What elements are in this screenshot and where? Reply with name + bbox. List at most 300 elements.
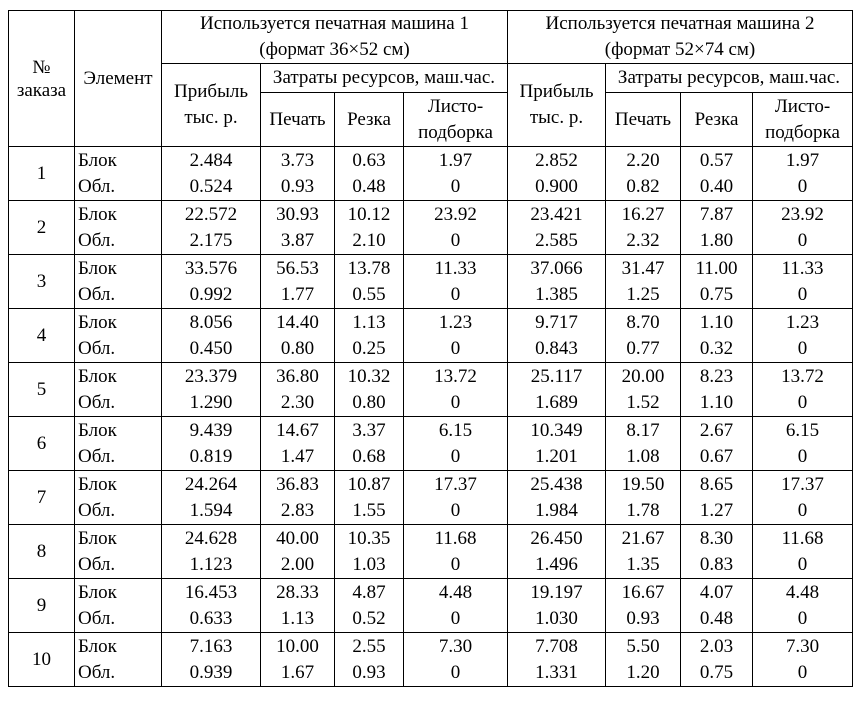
m2-cut-cell — [681, 471, 753, 525]
m2-profit-cover-value: 1.030 — [535, 607, 578, 629]
m2-collate-cell — [753, 633, 853, 687]
m2-profit-cell — [508, 525, 606, 579]
m1-profit-block-value: 16.453 — [184, 581, 238, 603]
m2-collate-cell — [753, 579, 853, 633]
m2-collate-block-value: 1.97 — [785, 149, 820, 171]
m2-collate-cover-value: 0 — [797, 607, 808, 629]
m1-profit-cover-value: 0.992 — [189, 283, 233, 305]
header-machine-2 — [508, 11, 853, 64]
element-cell — [75, 147, 162, 201]
element-block-label: Блок — [78, 419, 117, 441]
m1-print-cover-value: 2.30 — [280, 391, 315, 413]
element-cell — [75, 471, 162, 525]
m1-collate-block-value: 1.97 — [438, 149, 473, 171]
m1-profit-cover-value: 0.633 — [189, 607, 233, 629]
m2-collate-cell — [753, 417, 853, 471]
m2-profit-cell — [508, 417, 606, 471]
header-machine-1 — [162, 11, 508, 64]
m1-collate-block-value: 11.68 — [434, 527, 477, 549]
m1-print-cover-value: 1.77 — [280, 283, 315, 305]
order-number-cell: 2 — [9, 201, 75, 255]
m2-cut-cell — [681, 525, 753, 579]
header-profit-m1-line2: тыс. р. — [184, 107, 238, 128]
m1-collate-cover-value: 0 — [450, 175, 461, 197]
header-collate-m2-line1: Листо- — [774, 95, 831, 117]
m1-print-block-value: 14.40 — [276, 311, 319, 333]
m1-print-cover-value: 1.47 — [280, 445, 315, 467]
m2-print-cell — [606, 471, 681, 525]
m1-print-cell — [261, 579, 335, 633]
header-profit-m1-line1: Прибыль — [174, 81, 248, 102]
m2-collate-cell — [753, 363, 853, 417]
m2-profit-cover-value: 1.689 — [535, 391, 578, 413]
header-machine-2-format: (формат 52×74 см) — [604, 39, 756, 60]
m1-cut-block-value: 3.37 — [352, 419, 386, 441]
element-cover-label: Обл. — [78, 499, 116, 521]
element-cover-label: Обл. — [78, 391, 116, 413]
table-row — [9, 525, 853, 579]
order-number-cell: 9 — [9, 579, 75, 633]
table-row — [9, 363, 853, 417]
m1-collate-block-value: 17.37 — [434, 473, 477, 495]
m1-profit-cell — [162, 633, 261, 687]
m2-collate-cover-value: 0 — [797, 391, 808, 413]
m2-collate-cover-value: 0 — [797, 661, 808, 683]
m1-cut-cover-value: 0.25 — [352, 337, 386, 359]
table-row — [9, 579, 853, 633]
m1-collate-cover-value: 0 — [450, 661, 461, 683]
element-block-label: Блок — [78, 311, 117, 333]
m2-cut-cover-value: 0.48 — [699, 607, 734, 629]
m2-profit-cover-value: 1.496 — [535, 553, 578, 575]
m2-collate-cell — [753, 201, 853, 255]
m2-cut-cell — [681, 255, 753, 309]
m1-cut-block-value: 4.87 — [352, 581, 386, 603]
print-orders-table — [8, 10, 853, 687]
element-cell — [75, 255, 162, 309]
m1-print-block-value: 40.00 — [276, 527, 319, 549]
m2-profit-cell — [508, 363, 606, 417]
header-machine-1-name: Используется печатная машина 1 — [200, 13, 469, 34]
m2-print-block-value: 2.20 — [626, 149, 660, 171]
m1-collate-block-value: 23.92 — [434, 203, 477, 225]
m2-print-cell — [606, 363, 681, 417]
m2-collate-block-value: 1.23 — [785, 311, 820, 333]
m1-profit-cover-value: 0.939 — [189, 661, 233, 683]
m1-print-cell — [261, 255, 335, 309]
m2-profit-cover-value: 1.984 — [535, 499, 578, 521]
m1-cut-cover-value: 0.80 — [352, 391, 386, 413]
m1-cut-block-value: 13.78 — [347, 257, 391, 279]
order-number-cell: 4 — [9, 309, 75, 363]
m1-cut-cover-value: 1.03 — [352, 553, 386, 575]
m1-profit-cell — [162, 471, 261, 525]
m1-print-cell — [261, 147, 335, 201]
m2-print-block-value: 31.47 — [621, 257, 665, 279]
m2-cut-cover-value: 1.10 — [699, 391, 734, 413]
m1-print-cell — [261, 525, 335, 579]
m1-collate-cover-value: 0 — [450, 391, 461, 413]
m2-cut-cell — [681, 201, 753, 255]
m1-collate-cell — [404, 633, 508, 687]
m1-collate-cell — [404, 471, 508, 525]
m1-collate-cell — [404, 525, 508, 579]
m1-collate-cover-value: 0 — [450, 229, 461, 251]
m1-print-cell — [261, 309, 335, 363]
table-row — [9, 309, 853, 363]
m2-cut-cover-value: 0.40 — [699, 175, 734, 197]
m2-collate-cover-value: 0 — [797, 175, 808, 197]
m1-print-block-value: 30.93 — [276, 203, 319, 225]
m2-collate-cover-value: 0 — [797, 283, 808, 305]
m1-profit-block-value: 23.379 — [184, 365, 238, 387]
m2-cut-block-value: 8.65 — [699, 473, 734, 495]
m2-print-cover-value: 0.93 — [626, 607, 660, 629]
header-print-m1: Печать — [261, 93, 335, 147]
element-cell — [75, 201, 162, 255]
m1-profit-block-value: 24.264 — [184, 473, 238, 495]
m2-collate-cover-value: 0 — [797, 229, 808, 251]
header-cut-m2: Резка — [681, 93, 753, 147]
m2-profit-cell — [508, 255, 606, 309]
order-number-cell: 5 — [9, 363, 75, 417]
header-collate-m1-line2: подборка — [418, 121, 493, 143]
m2-profit-cell — [508, 471, 606, 525]
m2-print-cover-value: 2.32 — [626, 229, 660, 251]
m2-profit-cover-value: 1.331 — [535, 661, 578, 683]
element-cell — [75, 579, 162, 633]
m2-print-block-value: 16.27 — [621, 203, 665, 225]
m2-profit-cell — [508, 309, 606, 363]
m2-print-block-value: 19.50 — [621, 473, 665, 495]
m1-profit-cell — [162, 255, 261, 309]
m1-profit-cover-value: 1.594 — [189, 499, 233, 521]
m2-cut-cover-value: 0.75 — [699, 283, 734, 305]
m2-print-cover-value: 1.78 — [626, 499, 660, 521]
m1-collate-cell — [404, 147, 508, 201]
order-number-cell: 10 — [9, 633, 75, 687]
element-cell — [75, 363, 162, 417]
order-number-cell: 1 — [9, 147, 75, 201]
m2-collate-cover-value: 0 — [797, 553, 808, 575]
table-row — [9, 471, 853, 525]
element-block-label: Блок — [78, 365, 117, 387]
m1-print-cell — [261, 363, 335, 417]
table-row — [9, 633, 853, 687]
m1-profit-cover-value: 0.450 — [189, 337, 233, 359]
m1-cut-block-value: 0.63 — [352, 149, 386, 171]
order-number-cell: 3 — [9, 255, 75, 309]
m2-cut-cell — [681, 309, 753, 363]
m2-cut-cell — [681, 633, 753, 687]
element-block-label: Блок — [78, 149, 117, 171]
header-print-m2: Печать — [606, 93, 681, 147]
m1-cut-cell — [335, 417, 404, 471]
m1-collate-cover-value: 0 — [450, 607, 461, 629]
m2-cut-block-value: 2.67 — [699, 419, 734, 441]
m2-profit-block-value: 25.438 — [530, 473, 583, 495]
m1-cut-block-value: 10.32 — [347, 365, 391, 387]
header-collate-m2 — [753, 93, 853, 147]
m2-print-cover-value: 1.20 — [626, 661, 660, 683]
element-block-label: Блок — [78, 473, 117, 495]
m2-cut-cell — [681, 363, 753, 417]
m1-cut-cell — [335, 363, 404, 417]
header-resources-m2: Затраты ресурсов, маш.час. — [606, 64, 853, 93]
element-block-label: Блок — [78, 527, 117, 549]
m1-cut-cover-value: 0.68 — [352, 445, 386, 467]
m1-print-cover-value: 2.00 — [280, 553, 315, 575]
m2-cut-cell — [681, 147, 753, 201]
m1-cut-block-value: 2.55 — [352, 635, 386, 657]
m2-collate-cell — [753, 255, 853, 309]
m1-cut-block-value: 1.13 — [352, 311, 386, 333]
m2-print-cell — [606, 579, 681, 633]
m2-cut-block-value: 0.57 — [699, 149, 734, 171]
m2-print-cover-value: 1.08 — [626, 445, 660, 467]
m1-print-cover-value: 1.13 — [280, 607, 315, 629]
order-number-cell: 7 — [9, 471, 75, 525]
m2-collate-block-value: 4.48 — [785, 581, 820, 603]
m1-print-cover-value: 3.87 — [280, 229, 315, 251]
m1-print-block-value: 56.53 — [276, 257, 319, 279]
m1-collate-block-value: 7.30 — [438, 635, 473, 657]
m2-print-block-value: 21.67 — [621, 527, 665, 549]
header-profit-m2 — [508, 64, 606, 147]
table-row — [9, 255, 853, 309]
m2-collate-block-value: 23.92 — [781, 203, 824, 225]
m1-cut-cell — [335, 255, 404, 309]
m2-print-cover-value: 1.52 — [626, 391, 660, 413]
m1-collate-cover-value: 0 — [450, 337, 461, 359]
header-machine-1-format: (формат 36×52 см) — [259, 39, 410, 60]
m2-print-cell — [606, 309, 681, 363]
m1-cut-cell — [335, 147, 404, 201]
m1-profit-cover-value: 2.175 — [189, 229, 233, 251]
m2-print-block-value: 20.00 — [621, 365, 665, 387]
m1-print-cell — [261, 201, 335, 255]
m1-print-cell — [261, 417, 335, 471]
m1-cut-block-value: 10.12 — [347, 203, 391, 225]
m2-profit-block-value: 9.717 — [535, 311, 578, 333]
m2-profit-cover-value: 1.385 — [535, 283, 578, 305]
m2-profit-block-value: 37.066 — [530, 257, 583, 279]
m1-cut-block-value: 10.35 — [347, 527, 391, 549]
m2-profit-cell — [508, 147, 606, 201]
m1-collate-cover-value: 0 — [450, 445, 461, 467]
m2-profit-cell — [508, 201, 606, 255]
m1-profit-cover-value: 0.524 — [189, 175, 233, 197]
m1-profit-block-value: 22.572 — [184, 203, 238, 225]
m2-profit-block-value: 26.450 — [530, 527, 583, 549]
element-cover-label: Обл. — [78, 283, 116, 305]
m2-collate-cell — [753, 471, 853, 525]
m2-profit-cover-value: 0.843 — [535, 337, 578, 359]
order-number-cell: 8 — [9, 525, 75, 579]
order-number-cell: 6 — [9, 417, 75, 471]
m1-print-block-value: 10.00 — [276, 635, 319, 657]
m2-profit-cover-value: 2.585 — [535, 229, 578, 251]
element-cell — [75, 309, 162, 363]
m1-collate-cell — [404, 309, 508, 363]
m2-cut-block-value: 8.23 — [699, 365, 734, 387]
m1-cut-cover-value: 0.52 — [352, 607, 386, 629]
m1-collate-cover-value: 0 — [450, 499, 461, 521]
m2-profit-cover-value: 0.900 — [535, 175, 578, 197]
header-machine-2-name: Используется печатная машина 2 — [545, 13, 815, 34]
m1-profit-block-value: 33.576 — [184, 257, 238, 279]
m1-print-cover-value: 0.80 — [280, 337, 315, 359]
header-resources-m1: Затраты ресурсов, маш.час. — [261, 64, 508, 93]
m2-cut-block-value: 4.07 — [699, 581, 734, 603]
m1-print-block-value: 36.83 — [276, 473, 319, 495]
element-cover-label: Обл. — [78, 607, 116, 629]
m1-collate-cell — [404, 255, 508, 309]
m1-cut-cover-value: 0.93 — [352, 661, 386, 683]
m2-collate-block-value: 11.33 — [781, 257, 824, 279]
m1-print-block-value: 28.33 — [276, 581, 319, 603]
m1-profit-cell — [162, 309, 261, 363]
m2-collate-block-value: 7.30 — [785, 635, 820, 657]
header-profit-m2-line2: тыс. р. — [529, 107, 584, 128]
header-order-no: № заказа — [9, 11, 75, 147]
m1-collate-cell — [404, 201, 508, 255]
m2-cut-cover-value: 0.75 — [699, 661, 734, 683]
m2-cut-block-value: 11.00 — [695, 257, 738, 279]
m2-print-cover-value: 1.35 — [626, 553, 660, 575]
m1-collate-cell — [404, 579, 508, 633]
header-profit-m2-line1: Прибыль — [519, 81, 594, 102]
element-block-label: Блок — [78, 581, 117, 603]
m1-cut-block-value: 10.87 — [347, 473, 391, 495]
m1-collate-block-value: 6.15 — [438, 419, 473, 441]
element-cover-label: Обл. — [78, 661, 116, 683]
m2-print-block-value: 16.67 — [621, 581, 665, 603]
element-block-label: Блок — [78, 203, 117, 225]
m1-collate-block-value: 4.48 — [438, 581, 473, 603]
element-cell — [75, 417, 162, 471]
m1-cut-cover-value: 2.10 — [352, 229, 386, 251]
header-element: Элемент — [75, 11, 162, 147]
m1-collate-block-value: 11.33 — [434, 257, 477, 279]
m2-profit-block-value: 7.708 — [535, 635, 578, 657]
m1-profit-block-value: 9.439 — [189, 419, 233, 441]
m1-print-cell — [261, 633, 335, 687]
m2-print-block-value: 5.50 — [626, 635, 660, 657]
m2-print-cell — [606, 147, 681, 201]
element-block-label: Блок — [78, 257, 117, 279]
m1-profit-cell — [162, 525, 261, 579]
m1-cut-cell — [335, 201, 404, 255]
m1-profit-cover-value: 0.819 — [189, 445, 233, 467]
m2-collate-cover-value: 0 — [797, 499, 808, 521]
table-body — [9, 147, 853, 687]
m2-print-cell — [606, 633, 681, 687]
header-collate-m1 — [404, 93, 508, 147]
m2-print-block-value: 8.70 — [626, 311, 660, 333]
m1-collate-block-value: 13.72 — [434, 365, 477, 387]
m2-cut-cell — [681, 579, 753, 633]
m1-cut-cell — [335, 471, 404, 525]
m2-collate-cover-value: 0 — [797, 337, 808, 359]
m1-cut-cell — [335, 633, 404, 687]
m2-collate-block-value: 13.72 — [781, 365, 824, 387]
m2-cut-cover-value: 0.67 — [699, 445, 734, 467]
m1-collate-cell — [404, 417, 508, 471]
m2-collate-block-value: 11.68 — [781, 527, 824, 549]
m1-cut-cell — [335, 579, 404, 633]
m2-profit-block-value: 2.852 — [535, 149, 578, 171]
m2-cut-block-value: 8.30 — [699, 527, 734, 549]
m1-profit-cell — [162, 201, 261, 255]
m1-cut-cover-value: 0.48 — [352, 175, 386, 197]
m1-print-block-value: 3.73 — [280, 149, 315, 171]
m2-print-cell — [606, 255, 681, 309]
m1-collate-block-value: 1.23 — [438, 311, 473, 333]
m1-print-block-value: 14.67 — [276, 419, 319, 441]
m2-collate-cell — [753, 309, 853, 363]
m2-profit-cover-value: 1.201 — [535, 445, 578, 467]
m2-cut-block-value: 1.10 — [699, 311, 734, 333]
m1-collate-cover-value: 0 — [450, 553, 461, 575]
m2-profit-cell — [508, 633, 606, 687]
m2-print-cover-value: 0.82 — [626, 175, 660, 197]
m1-print-cover-value: 0.93 — [280, 175, 315, 197]
m1-print-block-value: 36.80 — [276, 365, 319, 387]
m2-profit-block-value: 10.349 — [530, 419, 583, 441]
element-cover-label: Обл. — [78, 337, 116, 359]
m2-cut-cover-value: 1.80 — [699, 229, 734, 251]
header-profit-m1 — [162, 64, 261, 147]
m2-collate-cell — [753, 147, 853, 201]
m1-collate-cell — [404, 363, 508, 417]
m2-collate-block-value: 17.37 — [781, 473, 824, 495]
m1-profit-cell — [162, 417, 261, 471]
m2-profit-block-value: 23.421 — [530, 203, 583, 225]
m2-collate-cover-value: 0 — [797, 445, 808, 467]
element-cover-label: Обл. — [78, 229, 116, 251]
m1-profit-cell — [162, 579, 261, 633]
element-cover-label: Обл. — [78, 175, 116, 197]
m1-profit-block-value: 24.628 — [184, 527, 238, 549]
header-collate-m2-line2: подборка — [765, 121, 840, 143]
m2-print-cell — [606, 201, 681, 255]
element-cover-label: Обл. — [78, 553, 116, 575]
table-row — [9, 201, 853, 255]
m1-cut-cover-value: 0.55 — [352, 283, 386, 305]
m2-print-cover-value: 0.77 — [626, 337, 660, 359]
m1-profit-block-value: 8.056 — [189, 311, 233, 333]
m1-profit-block-value: 7.163 — [189, 635, 233, 657]
m2-collate-block-value: 6.15 — [785, 419, 820, 441]
m2-profit-block-value: 19.197 — [530, 581, 583, 603]
m1-cut-cell — [335, 309, 404, 363]
m1-profit-cover-value: 1.290 — [189, 391, 233, 413]
m1-print-cell — [261, 471, 335, 525]
m1-profit-cell — [162, 363, 261, 417]
m1-cut-cell — [335, 525, 404, 579]
m1-profit-cell — [162, 147, 261, 201]
m2-print-block-value: 8.17 — [626, 419, 660, 441]
m1-print-cover-value: 2.83 — [280, 499, 315, 521]
element-cell — [75, 525, 162, 579]
header-cut-m1: Резка — [335, 93, 404, 147]
m1-collate-cover-value: 0 — [450, 283, 461, 305]
m1-profit-cover-value: 1.123 — [189, 553, 233, 575]
m2-profit-block-value: 25.117 — [530, 365, 583, 387]
table-row — [9, 147, 853, 201]
m1-cut-cover-value: 1.55 — [352, 499, 386, 521]
